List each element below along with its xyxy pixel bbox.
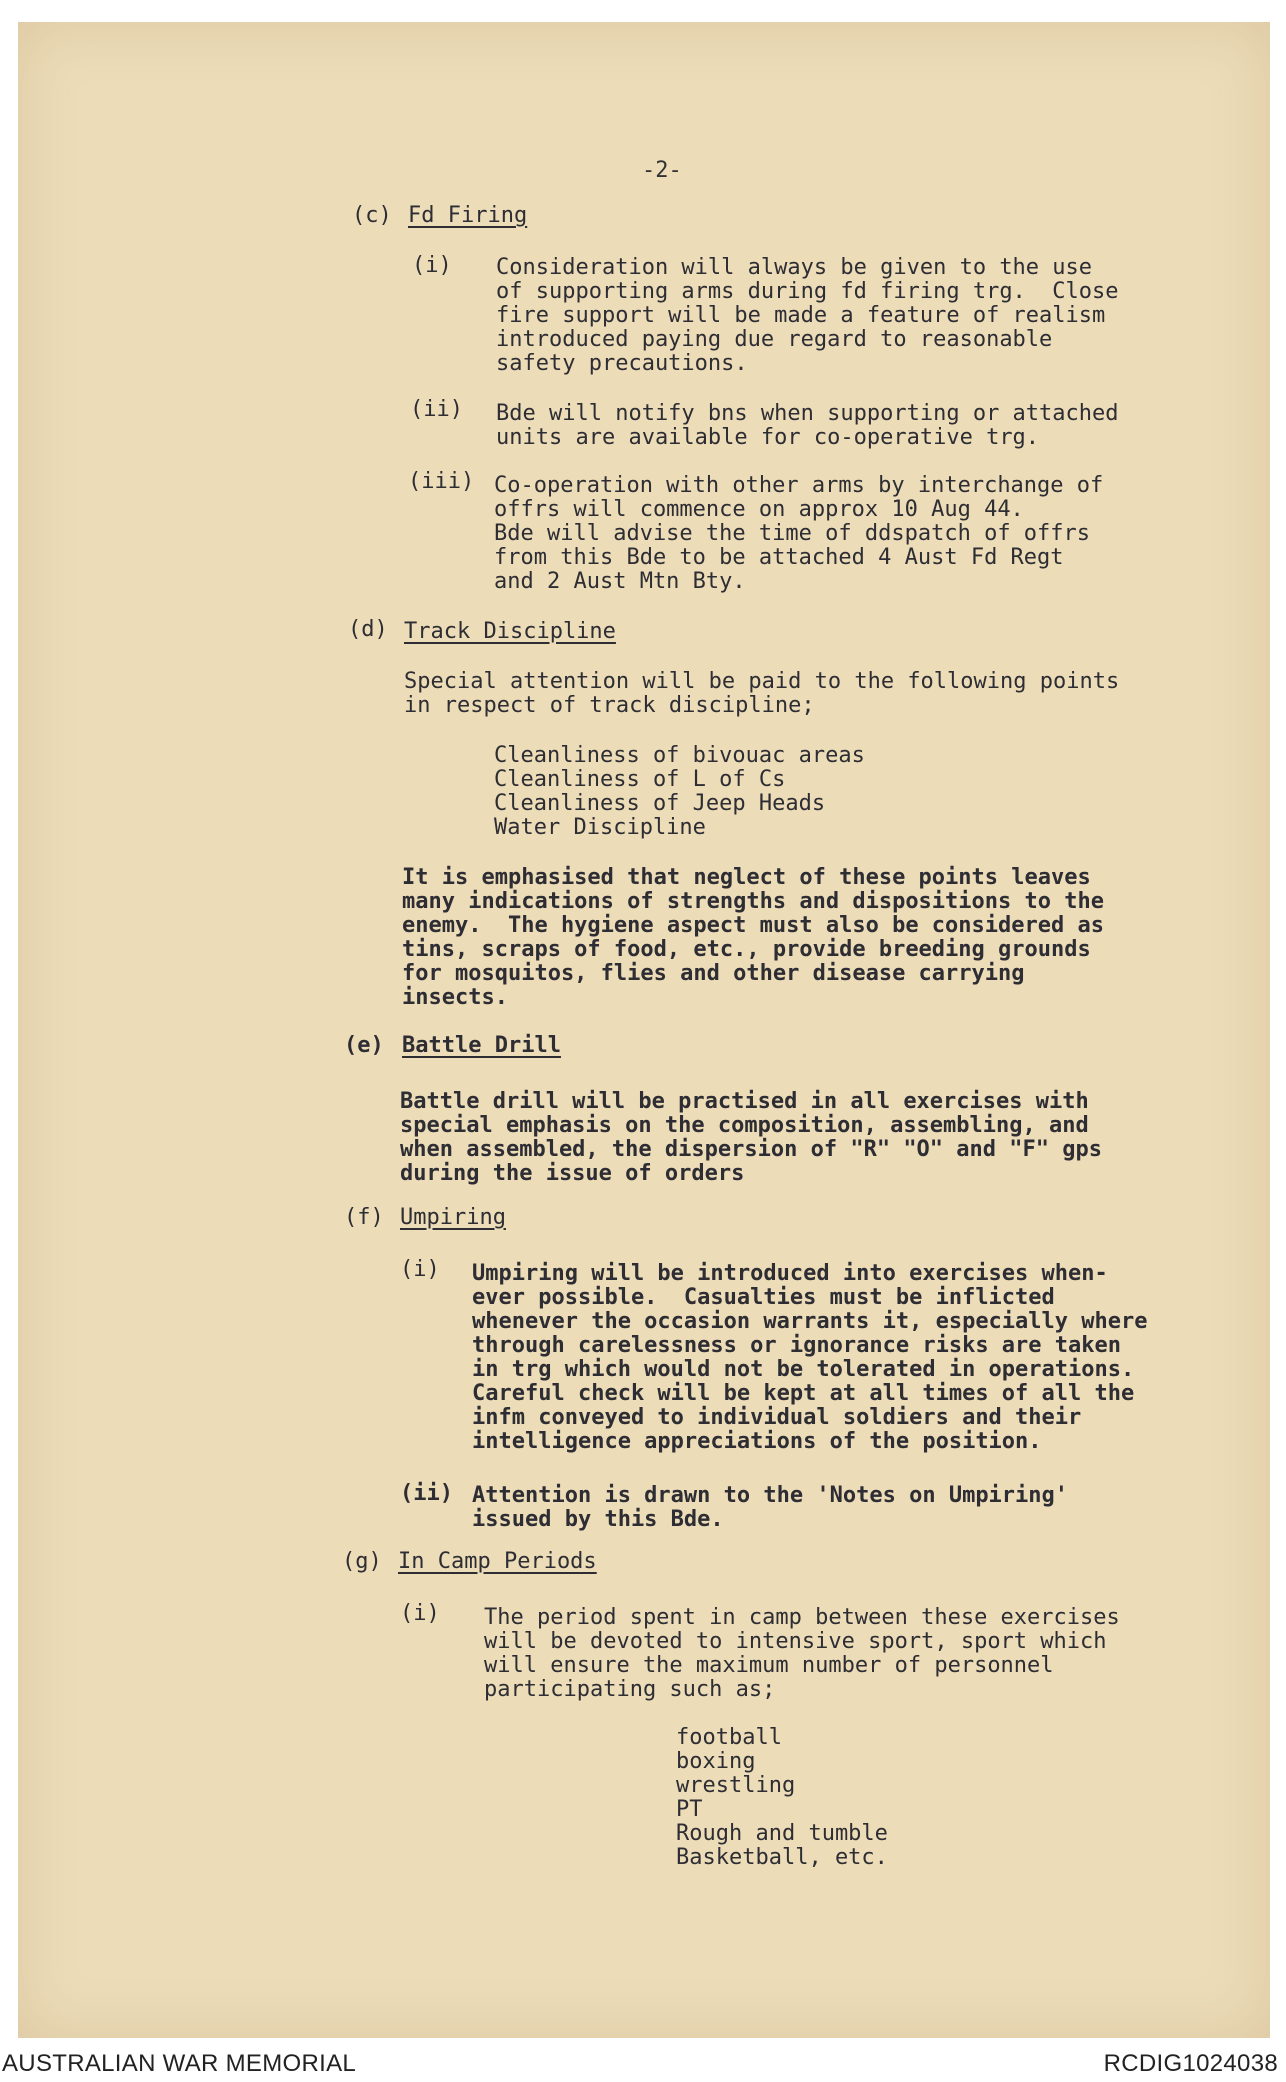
list-item: wrestling: [676, 1773, 796, 1798]
section-e-heading: Battle Drill: [402, 1033, 561, 1058]
line: in respect of track discipline;: [404, 693, 815, 718]
list-item: Rough and tumble: [676, 1821, 888, 1846]
footer-left: AUSTRALIAN WAR MEMORIAL: [2, 2050, 357, 2077]
line: The period spent in camp between these exercises: [484, 1605, 1120, 1630]
line: participating such as;: [484, 1677, 776, 1702]
section-d-intro: [404, 670, 1119, 718]
section-c-marker: (c): [352, 203, 392, 228]
list-item: Cleanliness of bivouac areas: [494, 743, 865, 768]
line: when assembled, the dispersion of "R" "O" and "F" gps: [400, 1137, 1102, 1162]
line: Co-operation with other arms by interchange of: [494, 473, 1104, 498]
item-f-i-marker: (i): [400, 1257, 440, 1282]
item-c-i-marker: (i): [412, 253, 452, 278]
list-item: Basketball, etc.: [676, 1845, 888, 1870]
section-d-heading: Track Discipline: [404, 619, 616, 644]
line: will be devoted to intensive sport, sport which: [484, 1629, 1107, 1654]
line: infm conveyed to individual soldiers and their: [472, 1405, 1082, 1430]
item-c-iii-marker: (iii): [408, 469, 475, 494]
line: Careful check will be kept at all times of all the: [472, 1381, 1135, 1406]
line: issued by this Bde.: [472, 1507, 724, 1532]
item-c-i-body: [496, 256, 1119, 376]
line: units are available for co-operative trg.: [496, 425, 1040, 450]
line: for mosquitos, flies and other disease carrying: [402, 961, 1025, 986]
item-f-ii-marker: (ii): [400, 1481, 453, 1506]
footer-right: RCDIG1024038: [1103, 2050, 1278, 2077]
line: special emphasis on the composition, assembling, and: [400, 1113, 1089, 1138]
item-c-iii-body: [494, 474, 1103, 594]
line: of supporting arms during fd firing trg. Close: [496, 279, 1119, 304]
section-d-marker: (d): [348, 617, 388, 642]
line: and 2 Aust Mtn Bty.: [494, 569, 746, 594]
line: during the issue of orders: [400, 1161, 745, 1186]
list-item: boxing: [676, 1749, 756, 1774]
section-f-marker: (f): [344, 1205, 384, 1230]
line: insects.: [402, 985, 508, 1010]
section-g-list: [676, 1726, 888, 1870]
line: Umpiring will be introduced into exercises when-: [472, 1261, 1108, 1286]
line: fire support will be made a feature of realism: [496, 303, 1106, 328]
item-c-ii-body: [496, 402, 1119, 450]
section-c-heading: Fd Firing: [408, 203, 528, 228]
section-f-heading: Umpiring: [400, 1205, 506, 1230]
line: Battle drill will be practised in all exercises with: [400, 1089, 1089, 1114]
item-f-ii-body: [472, 1484, 1068, 1532]
item-c-ii-marker: (ii): [410, 397, 463, 422]
line: Consideration will always be given to the use: [496, 255, 1093, 280]
line: will ensure the maximum number of personnel: [484, 1653, 1054, 1678]
item-f-i-body: [472, 1262, 1148, 1454]
section-g-heading: In Camp Periods: [398, 1549, 597, 1574]
line: whenever the occasion warrants it, especially where: [472, 1309, 1148, 1334]
line: Bde will advise the time of ddspatch of offrs: [494, 521, 1091, 546]
list-item: football: [676, 1725, 782, 1750]
line: Attention is drawn to the 'Notes on Umpiring': [472, 1483, 1069, 1508]
section-g-marker: (g): [342, 1549, 382, 1574]
line: offrs will commence on approx 10 Aug 44.: [494, 497, 1024, 522]
line: tins, scraps of food, etc., provide breeding grounds: [402, 937, 1091, 962]
line: safety precautions.: [496, 351, 748, 376]
list-item: Cleanliness of L of Cs: [494, 767, 786, 792]
line: many indications of strengths and dispositions to the: [402, 889, 1104, 914]
section-e-marker: (e): [344, 1033, 384, 1058]
line: in trg which would not be tolerated in operations.: [472, 1357, 1135, 1382]
section-e-paragraph: [400, 1090, 1102, 1186]
line: enemy. The hygiene aspect must also be considered as: [402, 913, 1104, 938]
item-g-i-marker: (i): [400, 1601, 440, 1626]
line: Bde will notify bns when supporting or attached: [496, 401, 1119, 426]
line: intelligence appreciations of the position.: [472, 1429, 1042, 1454]
line: ever possible. Casualties must be inflicted: [472, 1285, 1055, 1310]
list-item: PT: [676, 1797, 703, 1822]
line: from this Bde to be attached 4 Aust Fd Regt: [494, 545, 1064, 570]
list-item: Water Discipline: [494, 815, 706, 840]
line: Special attention will be paid to the following points: [404, 669, 1120, 694]
line: It is emphasised that neglect of these points leaves: [402, 865, 1091, 890]
line: introduced paying due regard to reasonable: [496, 327, 1053, 352]
section-d-list: [494, 744, 865, 840]
list-item: Cleanliness of Jeep Heads: [494, 791, 826, 816]
item-g-i-body: [484, 1606, 1120, 1702]
line: through carelessness or ignorance risks are taken: [472, 1333, 1122, 1358]
page-number: -2-: [642, 158, 682, 183]
section-d-paragraph: [402, 866, 1104, 1010]
